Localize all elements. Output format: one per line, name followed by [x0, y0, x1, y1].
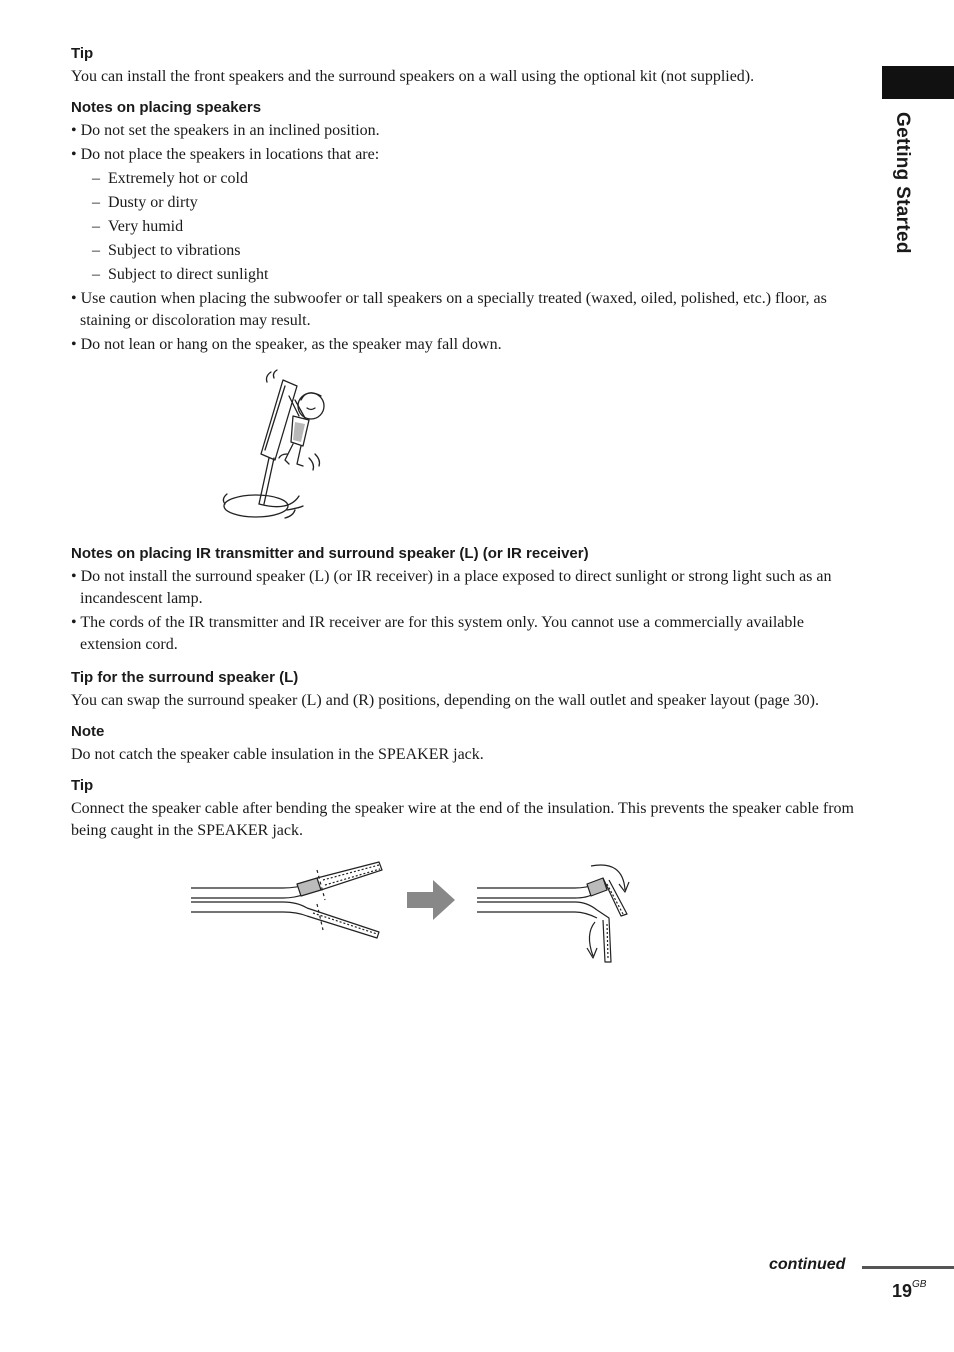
section-tab-marker	[882, 66, 954, 99]
tip2-text: Connect the speaker cable after bending the speaker wire at the end of the insulation. This prevents the speaker cable from being caught in the SPEAKER jack.	[71, 800, 854, 839]
sub-list-item: – Very humid	[92, 218, 184, 235]
sub-list-item: – Dusty or dirty	[92, 194, 198, 211]
list-item: • Do not lean or hang on the speaker, as the speaker may fall down.	[71, 336, 502, 353]
person-head	[298, 393, 324, 419]
note-heading: Note	[71, 723, 105, 740]
page-number: $19^{GB}$	[892, 1279, 927, 1301]
list-item: • Do not install the surround speaker (L) (or IR receiver) in a place exposed to direct sunlight or strong light such as an incandescent lamp.	[71, 568, 832, 607]
tip-heading: Tip	[71, 45, 94, 62]
speaker-wire-bending-illustration	[183, 858, 633, 964]
insulation-sleeve	[297, 878, 321, 896]
page-suffix: GB	[912, 1279, 927, 1290]
bullet-mark: •	[71, 568, 77, 585]
section-tab-label: Getting Started	[892, 112, 913, 254]
tip2-heading: Tip	[71, 777, 94, 794]
speaker-hanging-illustration	[219, 366, 339, 532]
notes-ir-heading: Notes on placing IR transmitter and surround speaker (L) (or IR receiver)	[71, 545, 589, 562]
bullet-mark: •	[71, 336, 77, 353]
arrow-right-icon	[407, 880, 455, 920]
bullet-mark: •	[71, 290, 77, 307]
sub-list-item: – Subject to direct sunlight	[92, 266, 269, 283]
bullet-mark: •	[71, 614, 77, 631]
location-sublist	[80, 168, 861, 286]
tip-surround-heading: Tip for the surround speaker (L)	[71, 669, 299, 686]
list-item: • Use caution when placing the subwoofer or tall speakers on a specially treated (waxed, oiled, polished, etc.) floor, as staining or discoloration may result.	[71, 290, 827, 329]
continued-label: continued	[769, 1256, 846, 1273]
tip-surround-text: You can swap the surround speaker (L) and (R) positions, depending on the wall outlet and speaker layout (page 30).	[71, 692, 819, 709]
sub-list-item: – Extremely hot or cold	[92, 170, 248, 187]
notes-placing-heading: Notes on placing speakers	[71, 99, 262, 116]
list-item: • Do not set the speakers in an inclined position.	[71, 122, 380, 139]
continued-rule	[862, 1266, 954, 1269]
page-content	[71, 44, 861, 964]
list-item: • The cords of the IR transmitter and IR receiver are for this system only. You cannot use a commercially available extension cord.	[71, 614, 804, 653]
notes-placing-list	[71, 120, 861, 356]
note-text: Do not catch the speaker cable insulation in the SPEAKER jack.	[71, 746, 484, 763]
notes-ir-list	[71, 566, 861, 656]
sub-list-item: – Subject to vibrations	[92, 242, 241, 259]
bullet-mark: •	[71, 146, 77, 163]
bullet-mark: •	[71, 122, 77, 139]
tip-text: You can install the front speakers and the surround speakers on a wall using the optional kit (not supplied).	[71, 68, 755, 85]
list-item: • Do not place the speakers in locations that are: – Extremely hot or cold – Dusty or dirty – Very humid – Subject to vibrations – Subject to direct sunlight	[71, 144, 861, 286]
